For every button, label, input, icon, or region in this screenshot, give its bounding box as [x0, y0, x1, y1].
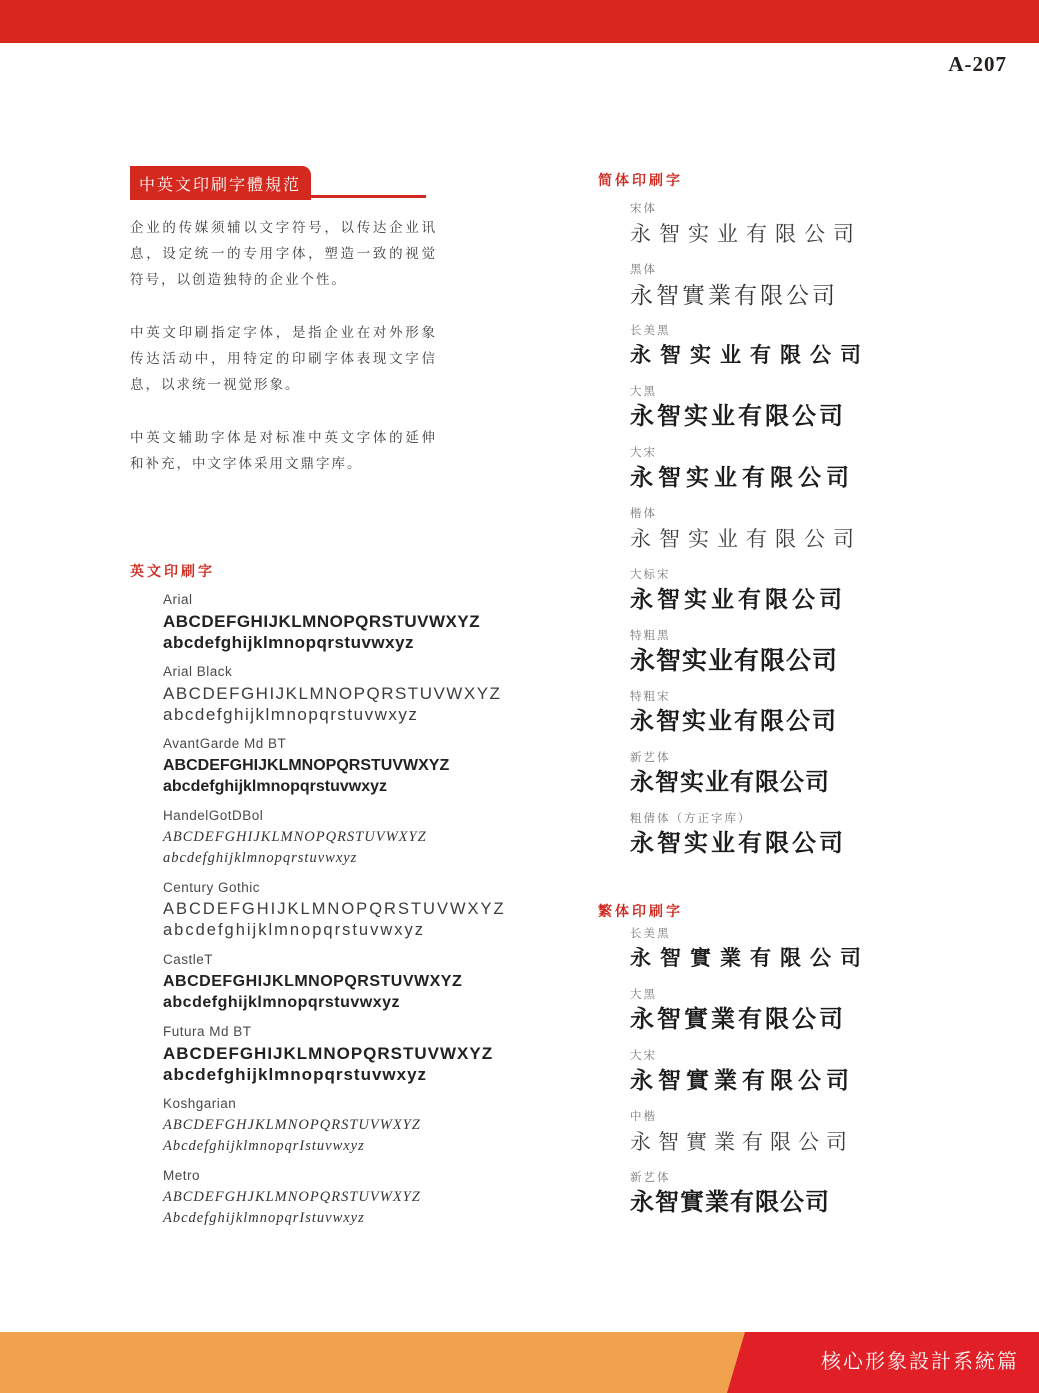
- font-name-label: HandelGotDBol: [163, 808, 264, 823]
- uppercase-sample: ABCDEFGHIJKLMNOPQRSTUVWXYZ: [163, 973, 463, 990]
- font-name-label: 黑体: [630, 264, 657, 276]
- font-specimen-xinyiti: [630, 751, 1018, 798]
- uppercase-sample: ABCDEFGHIJKLMNOPQRSTUVWXYZ: [163, 900, 506, 918]
- font-specimen-dahei: [630, 385, 1018, 432]
- simplified-font-list: [630, 202, 1018, 859]
- font-specimen-castlet: [163, 952, 515, 1013]
- font-sample: 永智实业有限公司: [630, 587, 846, 612]
- page-number: A-207: [948, 52, 1007, 76]
- font-specimen-dasong: [630, 446, 1018, 493]
- font-specimen-arial: [163, 592, 515, 653]
- font-specimen-tecuhei: [630, 629, 1018, 676]
- font-name-label: Futura Md BT: [163, 1024, 252, 1039]
- intro-paragraph: 中英文辅助字体是对标准中英文字体的延伸和补充，中文字体采用文鼎字库。: [130, 430, 437, 471]
- lowercase-sample: abcdefghijklmnopqrstuvwxyz: [163, 1065, 428, 1084]
- font-name-label: CastleT: [163, 952, 214, 967]
- font-name-label: Century Gothic: [163, 880, 261, 895]
- font-sample: 永智实业有限公司: [630, 344, 870, 367]
- font-specimen-century-gothic: [163, 880, 515, 941]
- uppercase-sample: ABCDEFGHIJKLMNOPQRSTUVWXYZ: [163, 829, 427, 845]
- font-name-label: 长美黑: [630, 325, 671, 337]
- font-sample: 永智實業有限公司: [630, 1130, 854, 1154]
- font-sample: 永智实业有限公司: [630, 769, 830, 796]
- font-name-label: 粗倩体（方正字库）: [630, 813, 752, 825]
- font-specimen-koshgarian: [163, 1096, 515, 1157]
- font-sample: 永智實業有限公司: [630, 1006, 846, 1033]
- footer-title: 核心形象設計系統篇: [821, 1351, 1019, 1373]
- lowercase-sample: abcdefghijklmnopqrstuvwxyz: [163, 705, 419, 724]
- uppercase-sample: ABCDEFGHIJKLMNOPQRSTUVWXYZ: [163, 1044, 494, 1063]
- font-specimen-tecusong: [630, 690, 1018, 737]
- font-name-label: 大标宋: [630, 569, 671, 581]
- font-name-label: 长美黑: [630, 928, 671, 940]
- font-name-label: Arial Black: [163, 664, 233, 679]
- uppercase-sample: ABCDEFGHJKLMNOPQRSTUVWXYZ: [163, 1189, 421, 1205]
- font-specimen-dahei-trad: [630, 988, 1018, 1035]
- left-column: [130, 166, 515, 1229]
- font-sample: 永智實業有限公司: [630, 1068, 854, 1093]
- uppercase-sample: ABCDEFGHIJKLMNOPQRSTUVWXYZ: [163, 757, 450, 774]
- font-name-label: 楷体: [630, 508, 657, 520]
- intro-paragraph: 企业的传媒须辅以文字符号，以传达企业讯息，设定统一的专用字体，塑造一致的视觉符号，以创造独特的企业个性。: [130, 220, 437, 287]
- font-sample: 永智实业有限公司: [630, 465, 854, 490]
- font-specimen-changmeihei: [630, 324, 1018, 371]
- traditional-fonts-heading: 繁体印刷字: [598, 903, 683, 919]
- font-sample: 永智实业有限公司: [630, 647, 839, 675]
- font-specimen-dabiaosong: [630, 568, 1018, 615]
- font-name-label: 大宋: [630, 1050, 657, 1062]
- font-specimen-futura: [163, 1024, 515, 1085]
- font-specimen-kaiti: [630, 507, 1018, 554]
- font-specimen-handelgot: [163, 808, 515, 869]
- font-name-label: 大宋: [630, 447, 657, 459]
- lowercase-sample: abcdefghijklmnopqrstuvwxyz: [163, 633, 415, 652]
- english-fonts-heading: 英文印刷字: [130, 563, 215, 579]
- font-name-label: 中楷: [630, 1111, 657, 1123]
- font-sample: 永智实业有限公司: [630, 527, 862, 551]
- simplified-fonts-heading: 简体印刷字: [598, 172, 683, 188]
- font-name-label: 新艺体: [630, 1172, 671, 1184]
- font-specimen-cuqianti: [630, 812, 1018, 859]
- font-specimen-metro: [163, 1168, 515, 1229]
- font-sample: 永智实业有限公司: [630, 403, 846, 430]
- font-sample: 永智实业有限公司: [630, 222, 862, 246]
- font-sample: 永智實業有限公司: [630, 1189, 830, 1216]
- font-specimen-dasong-trad: [630, 1049, 1018, 1096]
- font-specimen-songti: [630, 202, 1018, 249]
- font-specimen-arial-black: [163, 664, 515, 725]
- lowercase-sample: abcdefghijklmnopqrstuvwxyz: [163, 778, 388, 795]
- english-font-list: [163, 592, 515, 1229]
- font-name-label: Metro: [163, 1168, 201, 1183]
- font-name-label: Arial: [163, 592, 193, 607]
- font-sample: 永智实业有限公司: [630, 830, 846, 857]
- font-name-label: 特粗宋: [630, 691, 671, 703]
- font-name-label: 宋体: [630, 203, 657, 215]
- right-column: [598, 172, 1018, 1218]
- font-name-label: 新艺体: [630, 752, 671, 764]
- font-sample: 永智實業有限公司: [630, 947, 870, 970]
- footer-band: [0, 1332, 1039, 1393]
- traditional-font-list: [630, 927, 1018, 1218]
- font-specimen-changmeihei-trad: [630, 927, 1018, 974]
- intro-paragraph: 中英文印刷指定字体，是指企业在对外形象传达活动中，用特定的印刷字体表现文字信息，以求统一视觉形象。: [130, 325, 437, 392]
- font-specimen-xinyiti-trad: [630, 1171, 1018, 1218]
- uppercase-sample: ABCDEFGHIJKLMNOPQRSTUVWXYZ: [163, 612, 481, 631]
- uppercase-sample: ABCDEFGHIJKLMNOPQRSTUVWXYZ: [163, 684, 502, 703]
- font-sample: 永智實業有限公司: [630, 282, 838, 308]
- font-specimen-zhongkai-trad: [630, 1110, 1018, 1157]
- top-red-bar: [0, 0, 1039, 43]
- font-name-label: Koshgarian: [163, 1096, 237, 1111]
- font-sample: 永智实业有限公司: [630, 709, 838, 735]
- lowercase-sample: abcdefghijklmnopqrstuvwxyz: [163, 994, 401, 1011]
- uppercase-sample: ABCDEFGHJKLMNOPQRSTUVWXYZ: [163, 1117, 421, 1133]
- font-name-label: 大黑: [630, 386, 657, 398]
- section-title-rule: [130, 166, 426, 198]
- font-specimen-heiti: [630, 263, 1018, 310]
- font-name-label: 特粗黑: [630, 630, 671, 642]
- lowercase-sample: AbcdefghijklmnopqrIstuvwxyz: [163, 1138, 365, 1154]
- lowercase-sample: AbcdefghijklmnopqrIstuvwxyz: [163, 1210, 365, 1226]
- lowercase-sample: abcdefghijklmnopqrstuvwxyz: [163, 850, 358, 866]
- font-specimen-avantgarde: [163, 736, 515, 797]
- lowercase-sample: abcdefghijklmnopqrstuvwxyz: [163, 921, 426, 939]
- font-name-label: AvantGarde Md BT: [163, 736, 287, 751]
- section-title: 中英文印刷字體規范: [130, 166, 311, 200]
- font-name-label: 大黑: [630, 989, 657, 1001]
